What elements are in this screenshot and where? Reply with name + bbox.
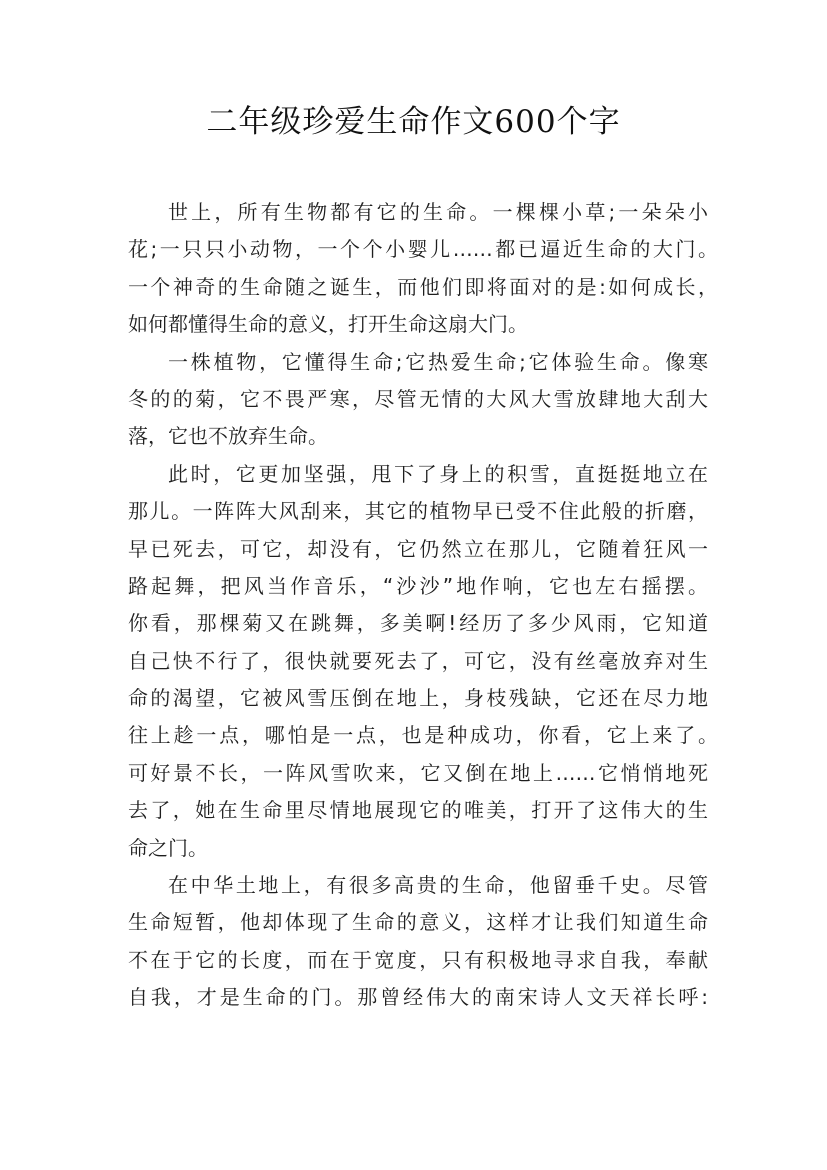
- text-line: 去了，她在生命里尽情地展现它的唯美，打开了这伟大的生: [128, 798, 708, 823]
- text-line: 命的渴望，它被风雪压倒在地上，身枝残缺，它还在尽力地: [128, 686, 708, 711]
- text-line: 一个神奇的生命随之诞生，而他们即将面对的是:如何成长，: [128, 274, 718, 299]
- text-line: 不在于它的长度，而在于宽度，只有积极地寻求自我，奉献: [128, 947, 708, 972]
- text-line: 此时，它更加坚强，甩下了身上的积雪，直挺挺地立在: [168, 461, 708, 486]
- text-line: 冬的的菊，它不畏严寒，尽管无情的大风大雪放肆地大刮大: [128, 386, 708, 411]
- text-line: 一株植物，它懂得生命;它热爱生命;它体验生命。像寒: [168, 349, 708, 374]
- text-line: 可好景不长，一阵风雪吹来，它又倒在地上……它悄悄地死: [128, 760, 708, 785]
- document-title: 二年级珍爱生命作文600个字: [206, 104, 621, 140]
- text-line: 花;一只只小动物，一个个小婴儿……都已逼近生命的大门。: [128, 237, 718, 262]
- text-line: 往上趁一点，哪怕是一点，也是种成功，你看，它上来了。: [128, 723, 718, 748]
- text-line: 在中华土地上，有很多高贵的生命，他留垂千史。尽管: [168, 873, 708, 898]
- text-line: 如何都懂得生命的意义，打开生命这扇大门。: [128, 312, 528, 337]
- text-line: 世上，所有生物都有它的生命。一棵棵小草;一朵朵小: [168, 200, 708, 224]
- text-line: 命之门。: [128, 835, 208, 860]
- document-body: [128, 194, 718, 1017]
- text-line: 自己快不行了，很快就要死去了，可它，没有丝毫放弃对生: [128, 648, 708, 673]
- text-line: 生命短暂，他却体现了生命的意义，这样才让我们知道生命: [128, 910, 708, 935]
- text-line: 那儿。一阵阵大风刮来，其它的植物早已受不住此般的折磨，: [128, 499, 708, 524]
- text-line: 早已死去，可它，却没有，它仍然立在那儿，它随着狂风一: [128, 536, 708, 561]
- text-line: 路起舞，把风当作音乐，“沙沙”地作响，它也左右摇摆。: [128, 573, 708, 598]
- text-line: 你看，那棵菊又在跳舞，多美啊!经历了多少风雨，它知道: [128, 611, 708, 636]
- text-line: 落，它也不放弃生命。: [128, 424, 328, 449]
- text-line: 自我，才是生命的门。那曾经伟大的南宋诗人文天祥长呼:: [128, 985, 708, 1010]
